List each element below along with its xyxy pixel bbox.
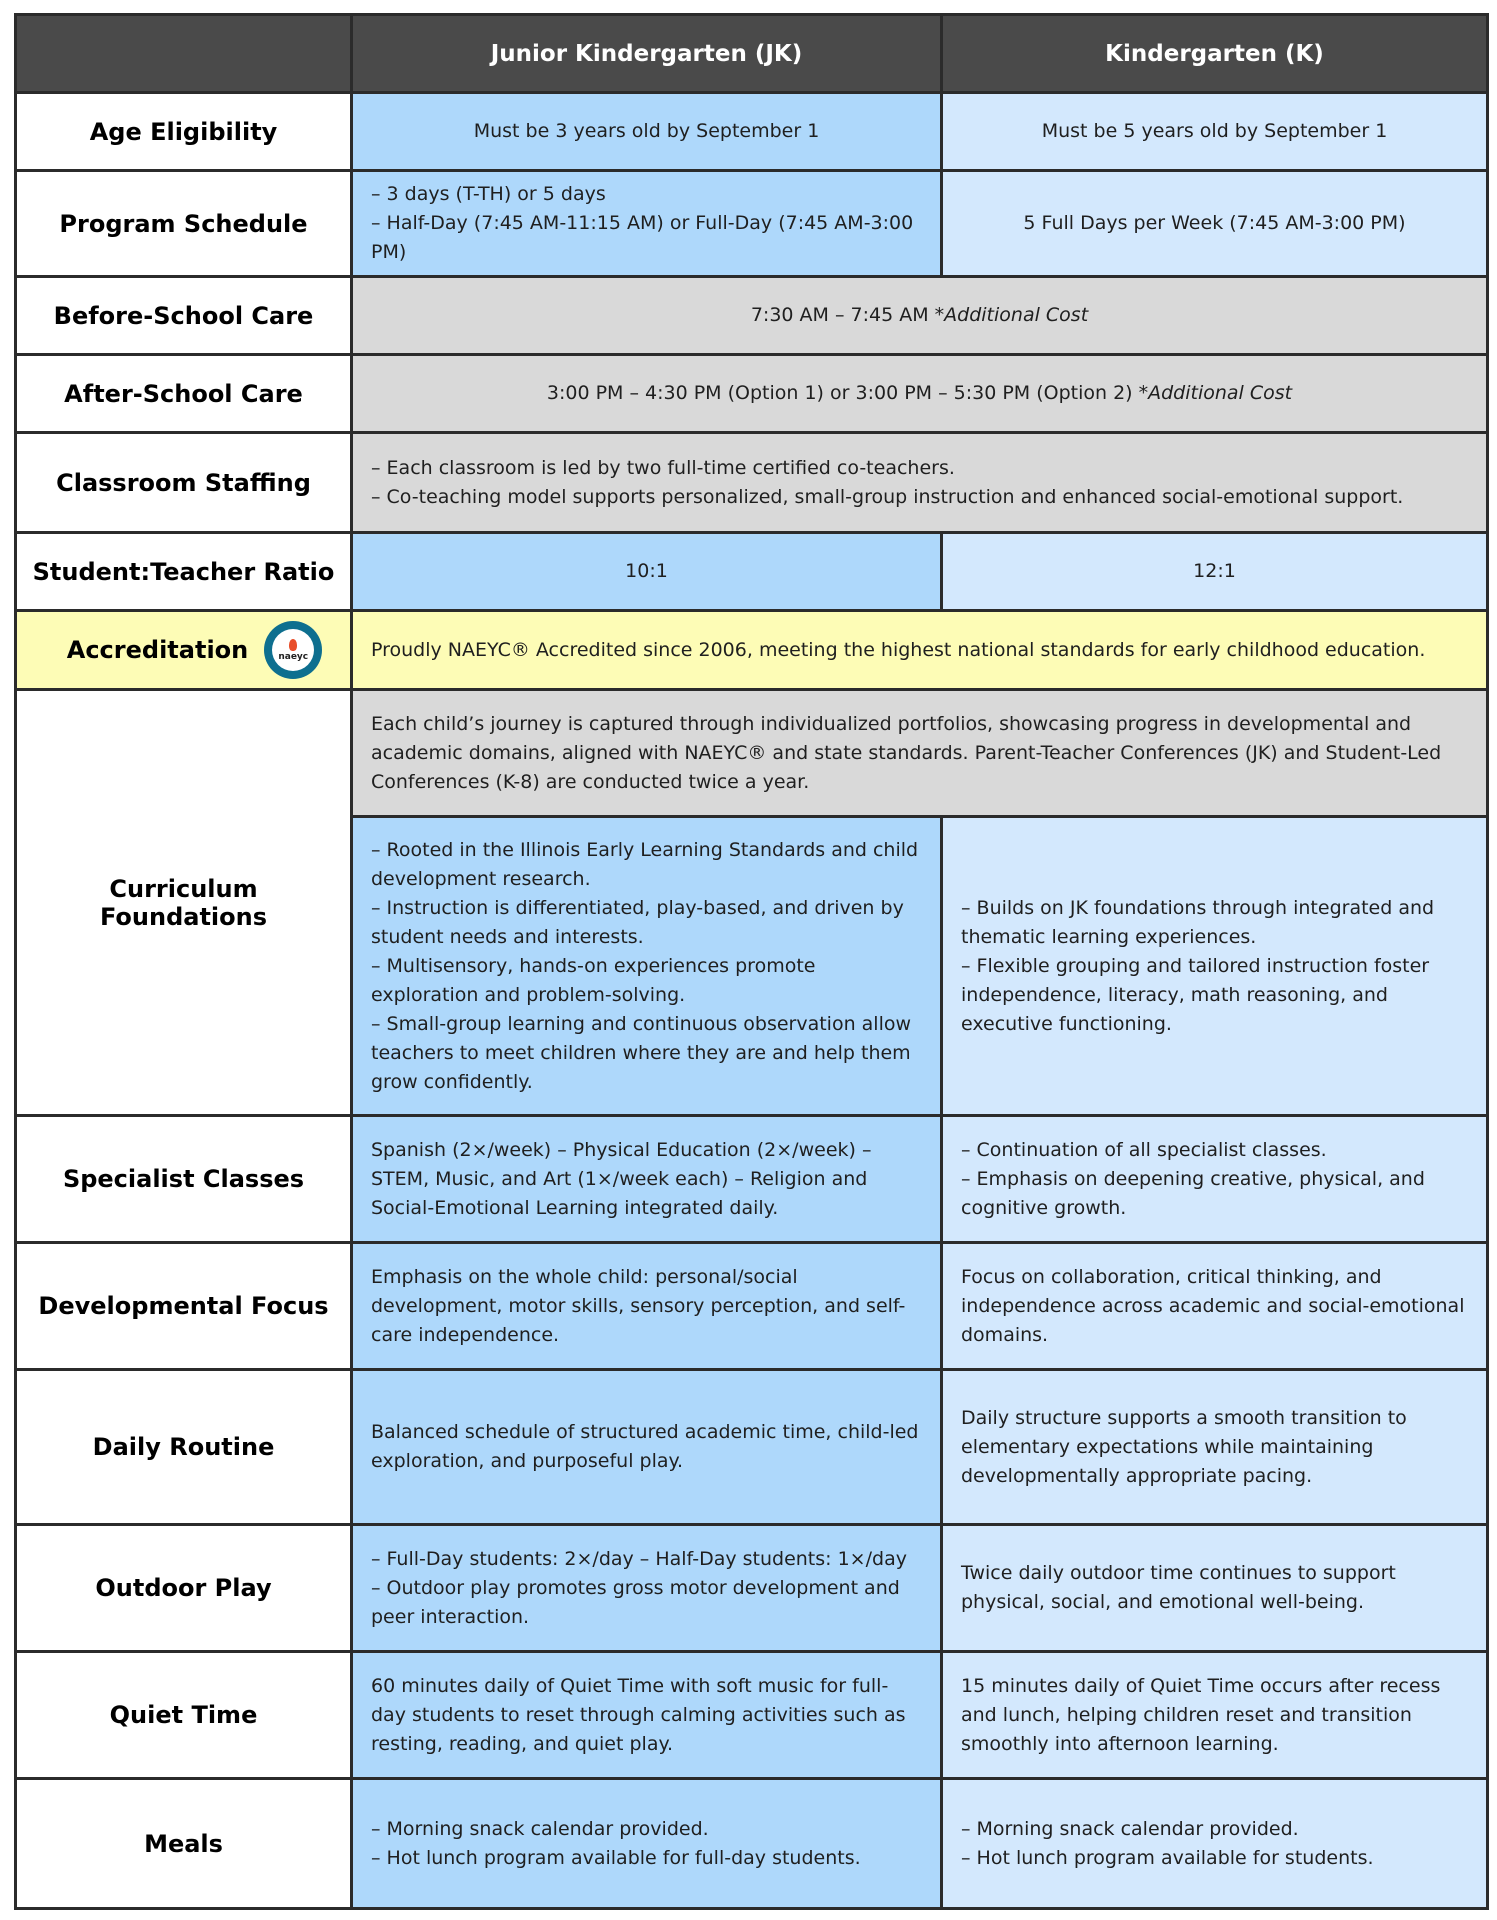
shared-text: 7:30 AM – 7:45 AM * [750, 304, 945, 326]
row-label: Student:Teacher Ratio [16, 533, 352, 611]
header-blank-cell [16, 15, 352, 93]
row-label: Quiet Time [16, 1652, 352, 1779]
jk-cell: – Rooted in the Illinois Early Learning Standards and child development research. – Instruction is differentiated, play-based, and driven by student needs and interests. – Multisensory, hands-on experiences promote exploration and problem-solving. – Small-group learning and continuous observation allow teachers to meet children where they are and help them grow confidently. [352, 817, 942, 1116]
k-cell: Focus on collaboration, critical thinking, and independence across academic and social-emotional domains. [942, 1243, 1488, 1370]
accreditation-label-group [23, 621, 344, 679]
comparison-table [14, 13, 1489, 1910]
row-developmental-focus [16, 1243, 1488, 1370]
k-cell: – Continuation of all specialist classes. – Emphasis on deepening creative, physical, and cognitive growth. [942, 1116, 1488, 1243]
k-cell: 5 Full Days per Week (7:45 AM-3:00 PM) [942, 171, 1488, 277]
shared-cell: Each child’s journey is captured through individualized portfolios, showcasing progress in developmental and academic domains, aligned with NAEYC® and state standards. Parent-Teacher Conferences (JK) and Student-Led Conferences (K-8) are conducted twice a year. [352, 690, 1488, 817]
row-specialist-classes [16, 1116, 1488, 1243]
jk-cell: – 3 days (T-TH) or 5 days – Half-Day (7:45 AM-11:15 AM) or Full-Day (7:45 AM-3:00 PM) [352, 171, 942, 277]
row-curriculum-shared [16, 690, 1488, 817]
jk-cell: Emphasis on the whole child: personal/social development, motor skills, sensory perception, and self-care independence. [352, 1243, 942, 1370]
row-label: Before-School Care [16, 277, 352, 355]
shared-cell [352, 355, 1488, 433]
header-jk: Junior Kindergarten (JK) [352, 15, 942, 93]
header-row [16, 15, 1488, 93]
flame-icon [289, 639, 297, 651]
cost-note: Additional Cost [1148, 382, 1293, 404]
row-accreditation [16, 611, 1488, 690]
shared-cell [352, 277, 1488, 355]
cost-note: Additional Cost [944, 304, 1089, 326]
jk-cell: – Morning snack calendar provided. – Hot lunch program available for full-day students. [352, 1779, 942, 1909]
badge-text: naeyc [278, 651, 309, 662]
k-cell: Twice daily outdoor time continues to support physical, social, and emotional well-being. [942, 1525, 1488, 1652]
jk-cell: 10:1 [352, 533, 942, 611]
row-before-school-care [16, 277, 1488, 355]
badge-inner [272, 629, 314, 671]
jk-cell: – Full-Day students: 2×/day – Half-Day students: 1×/day – Outdoor play promotes gross motor development and peer interaction. [352, 1525, 942, 1652]
shared-cell: – Each classroom is led by two full-time certified co-teachers. – Co-teaching model supports personalized, small-group instruction and enhanced social-emotional support. [352, 433, 1488, 533]
row-label: Program Schedule [16, 171, 352, 277]
row-after-school-care [16, 355, 1488, 433]
row-label: Accreditation [66, 636, 249, 664]
k-cell: Must be 5 years old by September 1 [942, 93, 1488, 171]
row-meals [16, 1779, 1488, 1909]
k-cell: 15 minutes daily of Quiet Time occurs after recess and lunch, helping children reset and transition smoothly into afternoon learning. [942, 1652, 1488, 1779]
k-cell: – Morning snack calendar provided. – Hot lunch program available for students. [942, 1779, 1488, 1909]
row-daily-routine [16, 1370, 1488, 1525]
row-program-schedule [16, 171, 1488, 277]
row-label: Outdoor Play [16, 1525, 352, 1652]
row-outdoor-play [16, 1525, 1488, 1652]
jk-cell: Spanish (2×/week) – Physical Education (2×/week) – STEM, Music, and Art (1×/week each) – Religion and Social-Emotional Learning integrated daily. [352, 1116, 942, 1243]
shared-text: 3:00 PM – 4:30 PM (Option 1) or 3:00 PM – 5:30 PM (Option 2) * [546, 382, 1149, 404]
shared-cell: Proudly NAEYC® Accredited since 2006, meeting the highest national standards for early childhood education. [352, 611, 1488, 690]
k-cell: Daily structure supports a smooth transition to elementary expectations while maintaining developmentally appropriate pacing. [942, 1370, 1488, 1525]
k-cell: – Builds on JK foundations through integrated and thematic learning experiences. – Flexible grouping and tailored instruction foster independence, literacy, math reasoning, and executive functioning. [942, 817, 1488, 1116]
jk-cell: Balanced schedule of structured academic time, child-led exploration, and purposeful play. [352, 1370, 942, 1525]
row-student-teacher-ratio [16, 533, 1488, 611]
row-label: Classroom Staffing [16, 433, 352, 533]
jk-cell: Must be 3 years old by September 1 [352, 93, 942, 171]
row-quiet-time [16, 1652, 1488, 1779]
row-label: After-School Care [16, 355, 352, 433]
row-label: Curriculum Foundations [16, 690, 352, 1116]
row-age-eligibility [16, 93, 1488, 171]
row-label: Age Eligibility [16, 93, 352, 171]
row-label: Daily Routine [16, 1370, 352, 1525]
row-label: Meals [16, 1779, 352, 1909]
jk-cell: 60 minutes daily of Quiet Time with soft music for full-day students to reset through calming activities such as resting, reading, and quiet play. [352, 1652, 942, 1779]
naeyc-badge-icon [264, 621, 322, 679]
k-cell: 12:1 [942, 533, 1488, 611]
row-label: Specialist Classes [16, 1116, 352, 1243]
row-classroom-staffing [16, 433, 1488, 533]
row-label-cell [16, 611, 352, 690]
header-k: Kindergarten (K) [942, 15, 1488, 93]
comparison-table-wrapper [14, 13, 1486, 1910]
row-label: Developmental Focus [16, 1243, 352, 1370]
